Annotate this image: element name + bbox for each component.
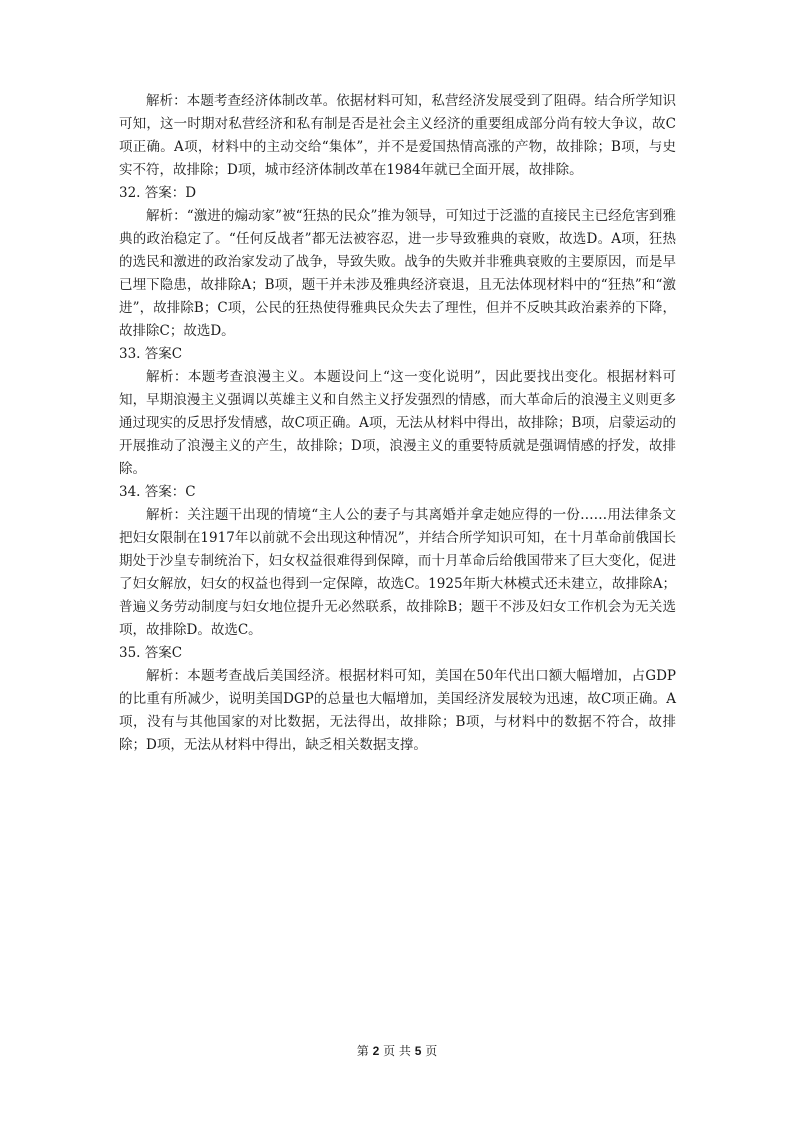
footer-prefix: 第	[356, 1044, 369, 1058]
page-footer	[0, 1042, 794, 1059]
q32-analysis: 解析：“激进的煽动家”被“狂热的民众”推为领导，可知过于泛滥的直接民主已经危害到雅典的政治稳定了。“任何反战者”都无法被容忍，进一步导致雅典的衰败，故选D。A项，狂热的选民和激进的政治家发动了战争，导致失败。战争的失败并非雅典衰败的主要原因，而是早已埋下隐患，故排除A；B项，题干并未涉及雅典经济衰退，且无法体现材料中的“狂热”和“激进”，故排除B；C项，公民的狂热使得雅典民众失去了理性，但并不反映其政治素养的下降，故排除C；故选D。	[119, 208, 676, 339]
q35-analysis: 解析：本题考查战后美国经济。根据材料可知，美国在50年代出口额大幅增加，占GDP的比重有所减少，说明美国DGP的总量也大幅增加，美国经济发展较为迅速，故C项正确。A项，没有与其他国家的对比数据，无法得出，故排除；B项，与材料中的数据不符合，故排除；D项，无法从材料中得出，缺乏相关数据支撑。	[119, 668, 676, 753]
q34-analysis: 解析：关注题干出现的情境“主人公的妻子与其离婚并拿走她应得的一份……用法律条文把妇女限制在1917年以前就不会出现这种情况”，并结合所学知识可知，在十月革命前俄国长期处于沙皇专制统治下，妇女权益很难得到保障，而十月革命后给俄国带来了巨大变化，促进了妇女解放，妇女的权益也得到一定保障，故选C。1925年斯大林模式还未建立，故排除A；普遍义务劳动制度与妇女地位提升无必然联系，故排除B；题干不涉及妇女工作机会为无关选项，故排除D。故选C。	[119, 507, 676, 638]
answer-explanations	[119, 90, 676, 757]
q33-analysis: 解析：本题考查浪漫主义。本题设问上“这一变化说明”，因此要找出变化。根据材料可知，早期浪漫主义强调以英雄主义和自然主义抒发强烈的情感，而大革命后的浪漫主义则更多通过现实的反思抒发情感，故C项正确。A项，无法从材料中得出，故排除；B项，启蒙运动的开展推动了浪漫主义的产生，故排除；D项，浪漫主义的重要特质就是强调情感的抒发，故排除。	[119, 369, 676, 477]
footer-total-pages: 5	[414, 1044, 422, 1058]
q32-answer: 32. 答案：D	[119, 185, 197, 201]
footer-suffix: 页	[425, 1044, 438, 1058]
q35-answer: 35. 答案C	[119, 645, 183, 661]
q34-answer: 34. 答案：C	[119, 484, 196, 500]
footer-middle: 页 共	[383, 1044, 411, 1058]
q31-analysis: 解析：本题考查经济体制改革。依据材料可知，私营经济发展受到了阻碍。结合所学知识可知，这一时期对私营经济和私有制是否是社会主义经济的重要组成部分尚有较大争议，故C项正确。A项，材料中的主动交给“集体”，并不是爱国热情高涨的产物，故排除；B项，与史实不符，故排除；D项，城市经济体制改革在1984年就已全面开展，故排除。	[119, 93, 676, 178]
footer-current-page: 2	[372, 1044, 380, 1058]
q33-answer: 33. 答案C	[119, 346, 183, 362]
